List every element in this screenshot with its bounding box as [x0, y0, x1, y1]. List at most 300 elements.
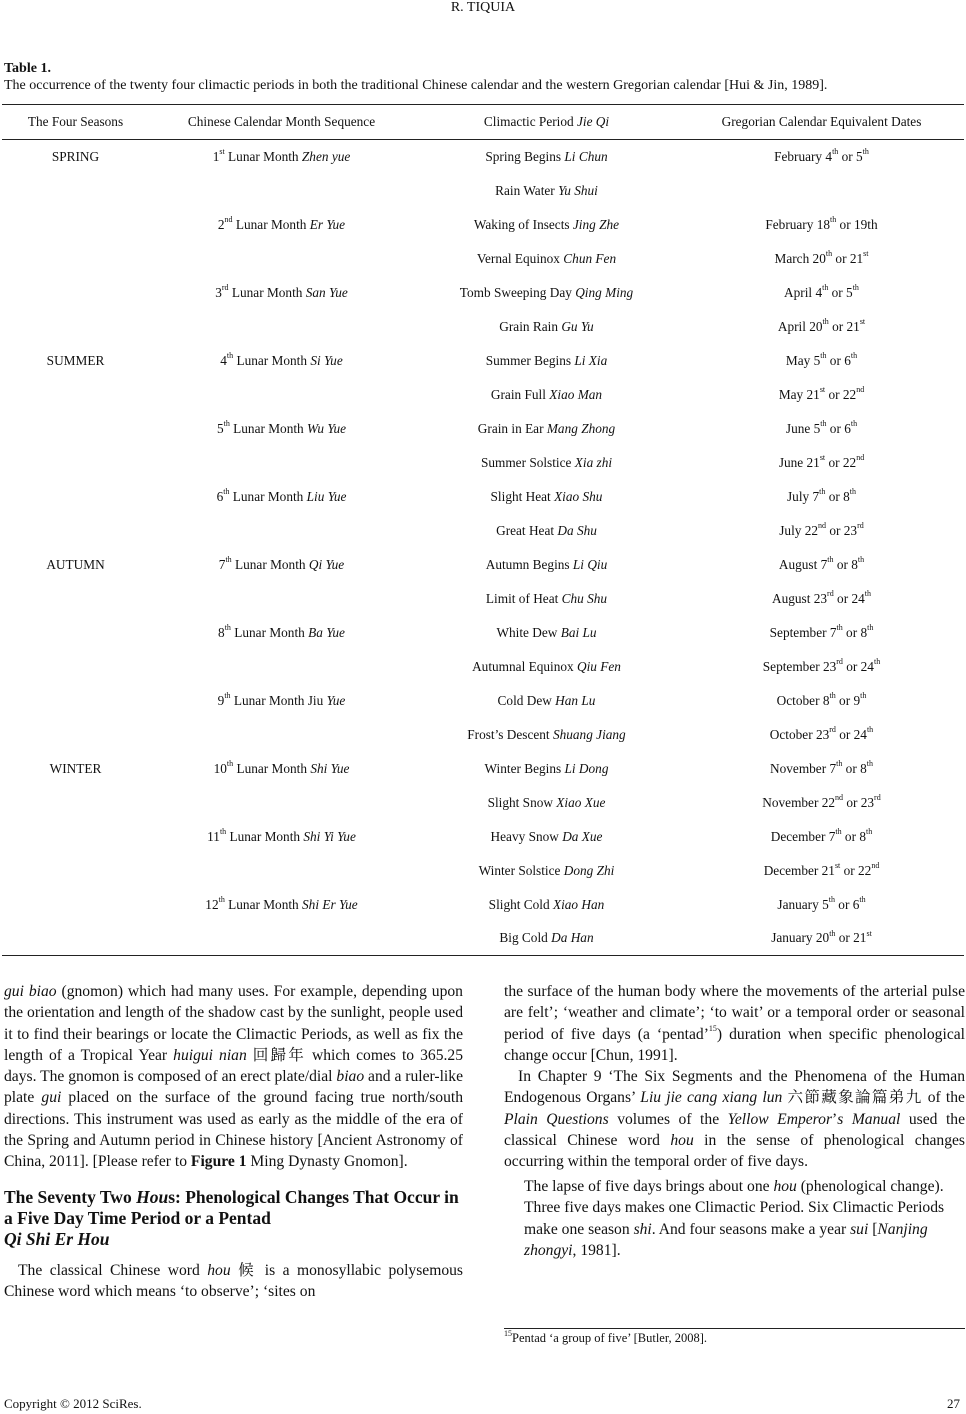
date-ordinal-suffix: rd — [836, 657, 843, 667]
text-run: , 1981]. — [572, 1242, 621, 1260]
header-period-italic: Jie Qi — [576, 114, 610, 129]
header-gregorian-dates: Gregorian Calendar Equivalent Dates — [679, 105, 964, 140]
italic-term: Nanjing zhongyi — [524, 1220, 928, 1260]
season-cell — [2, 854, 149, 888]
date-ordinal-suffix: th — [873, 657, 881, 667]
date-text: November 7 — [770, 760, 837, 776]
period-cell — [414, 786, 679, 820]
date-cell — [679, 344, 964, 378]
date-cell — [679, 276, 964, 310]
period-cell — [414, 922, 679, 956]
month-pinyin: San Yue — [305, 284, 348, 300]
month-pinyin: Liu Yue — [306, 488, 347, 504]
date-ordinal-suffix: rd — [874, 793, 881, 803]
period-cell — [414, 888, 679, 922]
italic-term: Plain Questions — [504, 1110, 609, 1128]
period-english: Big Cold — [499, 930, 552, 946]
season-cell — [2, 276, 149, 310]
month-cell — [149, 208, 414, 242]
table-row — [2, 412, 964, 446]
paragraph-pentad — [504, 981, 965, 1066]
table-row — [2, 684, 964, 718]
text-run: volumes of the — [608, 1110, 728, 1128]
period-cell — [414, 446, 679, 480]
month-text: Lunar Month — [233, 760, 311, 776]
italic-term: hou — [207, 1261, 231, 1279]
text-run: The classical Chinese word — [18, 1261, 208, 1279]
season-cell: SPRING — [51, 148, 100, 164]
month-cell — [149, 684, 414, 718]
date-ordinal-suffix: th — [829, 928, 836, 938]
period-english: Vernal Equinox — [476, 250, 564, 266]
table-row — [2, 752, 964, 786]
date-ordinal-suffix: th — [864, 589, 871, 599]
period-cell — [414, 276, 679, 310]
period-pinyin: Xiao Han — [552, 896, 605, 912]
table-row — [2, 582, 964, 616]
header-climactic-period — [414, 105, 679, 140]
paragraph-chapter-nine — [504, 1066, 965, 1172]
date-text: or 24 — [835, 726, 867, 742]
date-ordinal-suffix: rd — [827, 589, 834, 599]
date-cell — [679, 310, 964, 344]
month-ordinal-suffix: th — [224, 691, 231, 701]
season-cell — [2, 616, 149, 650]
section-title-part-c: s: Phenological Changes That Occur in a Five Day Time Period or a Pentad — [4, 1186, 459, 1228]
period-english: Summer Solstice — [480, 454, 575, 470]
text-run: The lapse of five days brings about one — [524, 1177, 774, 1195]
period-english: Limit of Heat — [485, 590, 562, 606]
italic-term: gui biao — [4, 983, 57, 1000]
footnote-mark: 15 — [504, 1328, 512, 1338]
period-english: Tomb Sweeping Day — [459, 284, 576, 300]
season-cell — [2, 514, 149, 548]
italic-term: shi — [633, 1220, 652, 1238]
date-ordinal-suffix: nd — [856, 453, 865, 463]
date-text: or 8 — [841, 828, 866, 844]
month-text: Lunar Month — [233, 352, 311, 368]
period-english: Autumnal Equinox — [472, 658, 577, 674]
date-text: December 21 — [763, 862, 835, 878]
left-column — [4, 981, 463, 1302]
period-cell — [414, 310, 679, 344]
date-ordinal-suffix: th — [822, 317, 829, 327]
period-cell — [414, 208, 679, 242]
period-english: Summer Begins — [485, 352, 575, 368]
month-text: Lunar Month — [229, 420, 308, 436]
date-text: or 19th — [836, 216, 878, 232]
date-cell — [679, 718, 964, 752]
table-row — [2, 888, 964, 922]
climactic-periods-table — [2, 104, 964, 956]
period-english: Winter Begins — [484, 760, 565, 776]
month-cell — [149, 548, 414, 582]
season-cell — [2, 820, 149, 854]
table-row — [2, 310, 964, 344]
text-run: 六節藏象論篇弟九 of the — [782, 1089, 965, 1107]
table-row — [2, 446, 964, 480]
month-text: Lunar Month — [229, 488, 307, 504]
date-cell — [679, 208, 964, 242]
month-cell — [149, 276, 414, 310]
month-text: Lunar Month — [232, 216, 310, 232]
right-column — [504, 981, 965, 1262]
date-text: September 7 — [769, 624, 837, 640]
period-cell — [414, 752, 679, 786]
period-pinyin: Shuang Jiang — [552, 726, 626, 742]
date-text: May 5 — [785, 352, 821, 368]
month-pinyin: Shi Yue — [310, 760, 350, 776]
italic-term: s Manual — [837, 1110, 901, 1128]
month-number: 3 — [215, 284, 222, 300]
table-label: Table 1. — [4, 61, 51, 76]
table-row — [2, 174, 964, 208]
month-cell — [149, 310, 414, 344]
period-pinyin: Xia zhi — [574, 454, 613, 470]
date-ordinal-suffix: th — [862, 147, 869, 157]
text-run: Pentad ‘a group of five’ [Butler, 2008]. — [512, 1331, 708, 1345]
section-title-part-b: Hou — [136, 1186, 169, 1207]
date-cell — [679, 582, 964, 616]
date-ordinal-suffix: th — [820, 419, 827, 429]
month-number: 8 — [218, 624, 225, 640]
date-ordinal-suffix: th — [836, 759, 843, 769]
period-cell — [414, 854, 679, 888]
footnote — [504, 1328, 708, 1346]
date-ordinal-suffix: th — [832, 147, 839, 157]
date-text: or 6 — [826, 420, 851, 436]
date-ordinal-suffix: st — [866, 928, 872, 938]
season-cell: WINTER — [49, 760, 102, 776]
period-english: Cold Dew — [497, 692, 556, 708]
date-cell — [679, 174, 964, 208]
month-cell — [149, 480, 414, 514]
date-text: or 24 — [833, 590, 865, 606]
italic-term: sui — [850, 1220, 869, 1238]
date-ordinal-suffix: th — [857, 555, 865, 565]
period-pinyin: Da Shu — [557, 522, 597, 538]
date-text: January 5 — [777, 896, 829, 912]
season-cell — [2, 786, 149, 820]
text-run: . And four seasons make a year — [651, 1220, 851, 1238]
date-text: February 18 — [765, 216, 830, 232]
date-ordinal-suffix: th — [820, 351, 827, 361]
period-pinyin: Chun Fen — [563, 250, 617, 266]
period-pinyin: Li Chun — [564, 148, 608, 164]
month-cell — [149, 446, 414, 480]
date-cell — [679, 820, 964, 854]
period-pinyin: Da Han — [551, 930, 594, 946]
period-cell — [414, 242, 679, 276]
italic-term: biao — [336, 1068, 365, 1086]
date-text: or 6 — [834, 896, 860, 912]
date-cell — [679, 684, 964, 718]
month-cell — [149, 786, 414, 820]
text-run: placed on the surface of the ground facing true north/south directions. This instrument was used as early as the middle of the era of the Spring and Autumn period in Chinese history [Ancient Astronomy of China, 2011]. [Please refer to — [4, 1089, 463, 1171]
date-text: or 21 — [828, 318, 860, 334]
text-run: 候 is a monosyllabic polysemous Chinese word which means ‘to observe’; ‘sites on — [4, 1261, 463, 1300]
table-row — [2, 718, 964, 752]
period-english: Slight Heat — [490, 488, 555, 504]
date-text: or 8 — [825, 488, 850, 504]
month-cell — [149, 616, 414, 650]
month-cell — [149, 242, 414, 276]
period-cell — [414, 140, 679, 174]
period-english: Frost’s Descent — [467, 726, 553, 742]
date-text: or 9 — [835, 692, 861, 708]
table-row — [2, 344, 964, 378]
period-cell — [414, 344, 679, 378]
text-run: the surface of the human body where the movements of the arterial pulse are felt’; ‘weather and climate’; ‘to wait’ or a temporal order or seasonal period of five days (a ‘pentad’ — [504, 983, 965, 1043]
date-cell — [679, 650, 964, 684]
month-number: 10 — [213, 760, 227, 776]
table-caption-text: The occurrence of the twenty four climactic periods in both the traditional Chinese calendar and the western Gregorian calendar [Hui & Jin, 1989]. — [4, 78, 828, 93]
date-ordinal-suffix: th — [827, 555, 834, 565]
date-cell — [679, 888, 964, 922]
date-text: October 23 — [769, 726, 830, 742]
date-ordinal-suffix: th — [867, 623, 874, 633]
table-row — [2, 820, 964, 854]
month-number: 11 — [207, 828, 220, 844]
month-pinyin: Si Yue — [310, 352, 343, 368]
footnote-mark: 15 — [708, 1024, 717, 1034]
month-ordinal-suffix: th — [223, 487, 230, 497]
footnote-divider — [504, 1328, 965, 1329]
date-text: or 23 — [843, 794, 875, 810]
date-text: December 7 — [770, 828, 836, 844]
month-ordinal-suffix: nd — [224, 215, 233, 225]
period-english: Spring Begins — [485, 148, 565, 164]
period-cell — [414, 650, 679, 684]
date-cell — [679, 548, 964, 582]
season-cell — [2, 310, 149, 344]
season-cell — [2, 446, 149, 480]
table-row — [2, 242, 964, 276]
date-text: or 6 — [826, 352, 851, 368]
table-row — [2, 480, 964, 514]
season-cell — [2, 378, 149, 412]
text-run: ) duration when specific phenological change occur [Chun, 1991]. — [504, 1025, 965, 1064]
month-cell — [149, 174, 414, 208]
month-ordinal-suffix: th — [224, 623, 231, 633]
date-text: or 8 — [842, 760, 867, 776]
text-run: Ming Dynasty Gnomon]. — [246, 1153, 408, 1171]
period-cell — [414, 684, 679, 718]
month-pinyin: Qi Yue — [308, 556, 345, 572]
month-number: 9 — [217, 692, 225, 708]
date-ordinal-suffix: th — [850, 351, 858, 361]
header-month-sequence: Chinese Calendar Month Sequence — [149, 105, 414, 140]
month-number: 12 — [205, 896, 219, 912]
month-cell — [149, 140, 414, 174]
bold-ref: Figure 1 — [190, 1153, 247, 1171]
table-row — [2, 208, 964, 242]
period-pinyin: Xiao Shu — [554, 488, 603, 504]
month-text: Lunar Month — [228, 284, 306, 300]
date-cell — [679, 786, 964, 820]
season-cell — [2, 582, 149, 616]
text-run: (phenological change). Three five days makes one Climactic Period. Six Climactic Periods make one season — [524, 1177, 945, 1238]
month-number: 5 — [216, 420, 224, 436]
period-pinyin: Qing Ming — [575, 284, 634, 300]
month-cell — [149, 650, 414, 684]
text-run: (gnomon) which had many uses. For example, depending upon the orientation and length of the shadow cast by the sunlight, people used it to find their bearings or locate the Climactic Periods, as well as fix the length of a Tropical Year — [4, 983, 463, 1064]
section-title-part-a: The Seventy Two — [4, 1186, 137, 1207]
date-text: or 5 — [838, 148, 863, 164]
period-english: Winter Solstice — [478, 862, 564, 878]
date-text: or 22 — [825, 386, 857, 402]
period-english: Rain Water — [495, 182, 559, 198]
month-ordinal-suffix: th — [219, 827, 227, 837]
text-run: used the classical Chinese word — [504, 1110, 965, 1150]
table-row — [2, 548, 964, 582]
period-english: Slight Snow — [487, 794, 557, 810]
italic-term: huigui nian — [173, 1046, 247, 1064]
period-pinyin: Yu Shui — [558, 182, 598, 198]
period-pinyin: Li Xia — [574, 352, 608, 368]
table-row — [2, 650, 964, 684]
month-text: Lunar Month Jiu — [230, 692, 327, 708]
period-english: White Dew — [496, 624, 561, 640]
date-ordinal-suffix: th — [852, 283, 859, 293]
header-seasons: The Four Seasons — [2, 105, 149, 140]
date-cell — [679, 514, 964, 548]
month-number: 6 — [216, 488, 224, 504]
date-text: or 22 — [840, 862, 872, 878]
date-ordinal-suffix: th — [865, 827, 873, 837]
italic-term: Yellow Emperor — [727, 1110, 833, 1128]
period-pinyin: Gu Yu — [561, 318, 594, 334]
period-pinyin: Bai Lu — [560, 624, 597, 640]
season-cell — [2, 888, 149, 922]
date-text: April 4 — [784, 284, 823, 300]
table-row — [2, 378, 964, 412]
period-english: Slight Cold — [488, 896, 553, 912]
date-ordinal-suffix: th — [825, 249, 833, 259]
month-cell — [149, 888, 414, 922]
date-cell — [679, 242, 964, 276]
date-ordinal-suffix: th — [830, 215, 837, 225]
period-pinyin: Li Dong — [564, 760, 609, 776]
date-text: June 21 — [778, 454, 820, 470]
month-cell — [149, 752, 414, 786]
date-ordinal-suffix: th — [828, 895, 835, 905]
date-cell — [679, 446, 964, 480]
date-cell — [679, 412, 964, 446]
date-cell — [679, 616, 964, 650]
period-cell — [414, 412, 679, 446]
date-cell — [679, 140, 964, 174]
month-text: Lunar Month — [224, 148, 302, 164]
text-run: in the sense of phenological changes occurring within the temporal order of five days. — [504, 1132, 965, 1171]
month-ordinal-suffix: th — [218, 895, 225, 905]
month-cell — [149, 412, 414, 446]
period-cell — [414, 718, 679, 752]
date-text: or 24 — [842, 658, 874, 674]
date-ordinal-suffix: th — [866, 725, 874, 735]
date-ordinal-suffix: th — [819, 487, 826, 497]
month-number: 2 — [217, 216, 225, 232]
date-text: or 5 — [828, 284, 853, 300]
period-cell — [414, 820, 679, 854]
period-pinyin: Qiu Fen — [576, 658, 621, 674]
period-english: Grain in Ear — [477, 420, 547, 436]
table-header-row — [2, 105, 964, 140]
table-row — [2, 854, 964, 888]
date-ordinal-suffix: nd — [871, 861, 880, 871]
month-pinyin: Shi Yi Yue — [303, 828, 356, 844]
date-text: July 22 — [779, 522, 819, 538]
period-english: Grain Full — [490, 386, 550, 402]
date-ordinal-suffix: nd — [856, 385, 865, 395]
month-cell — [149, 582, 414, 616]
month-cell — [149, 514, 414, 548]
season-cell: AUTUMN — [46, 556, 105, 572]
period-cell — [414, 548, 679, 582]
period-cell — [414, 582, 679, 616]
table-row — [2, 276, 964, 310]
season-cell — [2, 650, 149, 684]
date-ordinal-suffix: nd — [835, 793, 844, 803]
text-run: ’ — [832, 1110, 838, 1128]
month-cell — [149, 718, 414, 752]
month-cell — [149, 378, 414, 412]
table-caption — [4, 60, 964, 94]
season-cell — [2, 718, 149, 752]
date-text: or 8 — [833, 556, 858, 572]
date-ordinal-suffix: st — [859, 317, 866, 327]
period-cell — [414, 480, 679, 514]
date-ordinal-suffix: th — [850, 419, 858, 429]
month-pinyin: Wu Yue — [307, 420, 347, 436]
date-text: or 21 — [832, 250, 864, 266]
italic-term: hou — [670, 1132, 694, 1150]
period-pinyin: Han Lu — [555, 692, 596, 708]
month-pinyin: Zhen yue — [301, 148, 351, 164]
period-english: Heavy Snow — [490, 828, 563, 844]
date-text: July 7 — [787, 488, 820, 504]
season-cell — [2, 174, 149, 208]
header-period-text: Climactic Period — [483, 114, 577, 129]
period-pinyin: Xiao Man — [549, 386, 603, 402]
text-run: [ — [868, 1220, 878, 1238]
date-ordinal-suffix: st — [863, 249, 869, 259]
season-cell — [2, 922, 149, 956]
table-row — [2, 514, 964, 548]
month-pinyin: Er Yue — [309, 216, 346, 232]
date-text: September 23 — [762, 658, 837, 674]
running-head: R. TIQUIA — [450, 0, 516, 15]
month-pinyin: Shi Er Yue — [302, 896, 358, 912]
season-cell — [2, 412, 149, 446]
season-cell — [2, 208, 149, 242]
month-ordinal-suffix: th — [225, 555, 232, 565]
date-text: August 23 — [772, 590, 828, 606]
date-cell — [679, 854, 964, 888]
date-ordinal-suffix: nd — [818, 521, 827, 531]
date-cell — [679, 378, 964, 412]
section-title — [4, 1187, 463, 1250]
period-pinyin: Jing Zhe — [572, 216, 620, 232]
date-ordinal-suffix: rd — [857, 521, 864, 531]
month-ordinal-suffix: th — [226, 351, 234, 361]
month-cell — [149, 854, 414, 888]
date-text: June 5 — [785, 420, 821, 436]
date-text: or 22 — [825, 454, 857, 470]
month-text: Lunar Month — [224, 896, 303, 912]
copyright: Copyright © 2012 SciRes. — [4, 1396, 142, 1411]
date-text: November 22 — [762, 794, 836, 810]
